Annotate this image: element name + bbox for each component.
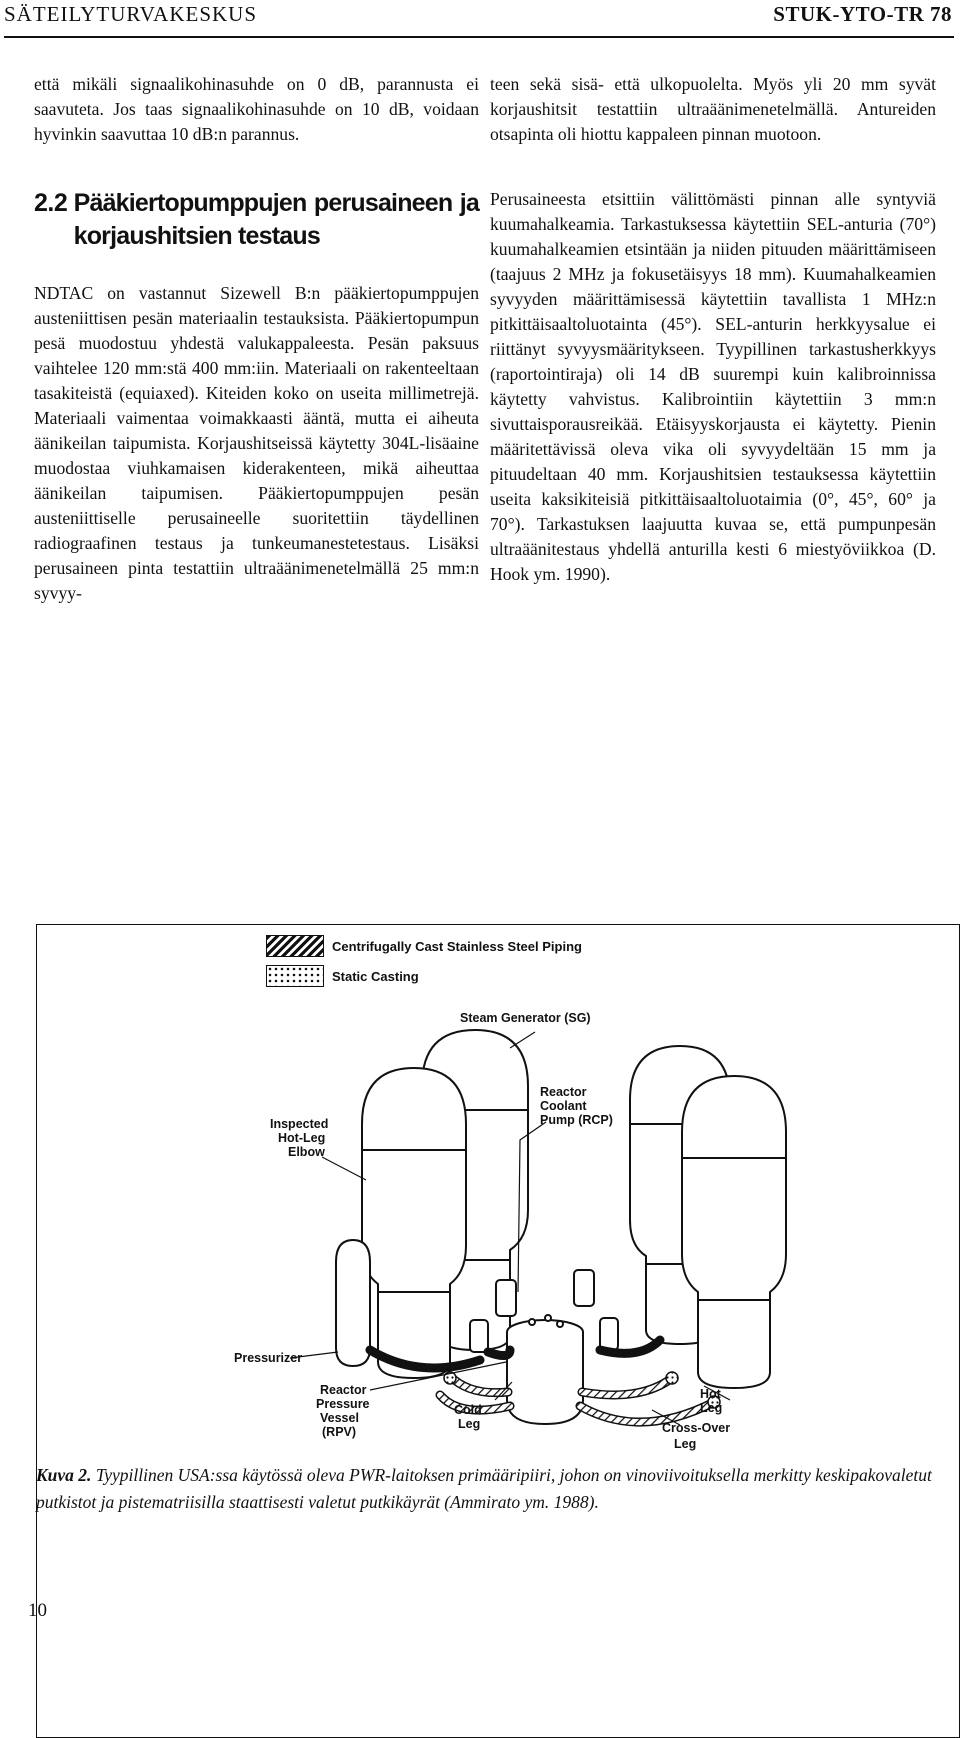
figure-caption [36, 1462, 956, 1516]
label-elbow: Inspected [270, 1117, 329, 1131]
caption-label: Kuva 2. [36, 1465, 92, 1485]
label-cold-leg: Leg [458, 1417, 481, 1431]
figure-legend [266, 931, 582, 991]
legend-item-piping [266, 931, 582, 961]
section-heading [34, 187, 479, 253]
hatch-swatch [266, 935, 324, 957]
pwr-primary-circuit-diagram [40, 1000, 920, 1455]
reactor-vessel [507, 1315, 583, 1424]
page-number: 10 [28, 1600, 47, 1621]
steam-generator-front-left [362, 1068, 466, 1378]
label-crossover-leg: Cross-Over [662, 1421, 731, 1435]
legend-item-casting [266, 961, 582, 991]
header-publisher: SÄTEILYTURVAKESKUS [4, 2, 258, 26]
left-column [34, 72, 479, 646]
body-paragraph: NDTAC on vastannut Sizewell B:n pääkiertopumppujen austeniittisen pesän materiaalin testauksista. Pääkiertopumpun pesä muodostuu yhdestä valukappaleesta. Pesän paksuus vaihtelee 120 mm:stä 400 mm:iin. Materiaali on rakenteeltaan tasakiteistä (equiaxed). Kiteiden koko on useita millimetrejä. Materiaali vaimentaa voimakkaasti ääntä, mutta ei aiheuta äänikeilan taipumista. Korjaushitseissä käytetty 304L-lisäaine muodostaa viuhkamaisen kiderakenteen, mikä aiheuttaa äänikeilan taipumisen. Pääkiertopumppujen pesän austeniittiselle perusaineelle suoritettiin täydellinen radiograafinen testaus ja tunkeumanestetestaus. Lisäksi perusaineen pinta testattiin ultraäänimenetelmällä 25 mm:n syvyy- [34, 283, 479, 603]
legend-label: Static Casting [332, 968, 419, 984]
body-paragraph: Perusaineesta etsittiin välittömästi pinnan alle syntyviä kuumahalkeamia. Tarkastuksessa käytettiin SEL-anturia (70°) kuumahalkeamien etsintään ja niiden pituuden määrittämiseen (taajuus 2 MHz ja fokusetäisyys 18 mm). Kuumahalkeamien syvyyden määrittämisessä käytettiin tavallista 1 MHz:n pitkittäisaaltoluotainta (45°). SEL-anturin herkkyysalue ei riittänyt syvyysmääritykseen. Tyypillinen tarkastusherkkyys (raportointiraja) oli 14 dB suurempi kuin kalibroinnissa käytetty vahvistus. Kalibrointiin käytettiin 3 mm:n sivuttaisporausreikää. Etäisyyskorjausta ei käytetty. Pienin määritettävissä oleva vika oli syvyydeltään 15 mm ja pituudeltaan 40 mm. Korjaushitsien testauksessa käytettiin useita kaksikiteisiä pitkittäisaaltoluotaimia (0°, 45°, 60° ja 70°). Tarkastuksen laajuutta kuvaa se, että pumpunpesän ultraäänitestaus yhdellä anturilla kesti 6 miestyöviikkoa (D. Hook ym. 1990). [490, 189, 936, 584]
pressurizer-vessel [336, 1240, 370, 1366]
label-crossover-leg: Leg [674, 1437, 697, 1451]
legend-label: Centrifugally Cast Stainless Steel Piping [332, 938, 582, 954]
header-report-number: STUK-YTO-TR 78 [773, 2, 952, 26]
label-elbow: Hot-Leg [278, 1131, 326, 1145]
header-rule [4, 36, 954, 38]
right-column [490, 72, 936, 627]
dot-swatch [266, 965, 324, 987]
label-rpv: Pressure [316, 1397, 370, 1411]
continuation-paragraph: teen sekä sisä- että ulkopuolelta. Myös yli 20 mm syvät korjaushitsit testattiin ultraäänimenetelmällä. Antureiden otsapinta oli hiottu kappaleen pinnan muotoon. [490, 74, 936, 144]
label-rcp: Pump (RCP) [540, 1113, 613, 1127]
steam-generator-front-right [682, 1076, 786, 1388]
label-hot-leg: Leg [700, 1401, 723, 1415]
section-title: Pääkiertopumppujen perusaineen ja korjaushitsien testaus [73, 189, 479, 250]
label-pressurizer: Pressurizer [234, 1351, 303, 1365]
label-rcp: Reactor [540, 1085, 587, 1099]
label-cold-leg: Cold [454, 1403, 482, 1417]
label-rpv: (RPV) [322, 1425, 357, 1439]
label-steam-generator: Steam Generator (SG) [460, 1011, 591, 1025]
label-rcp: Coolant [540, 1099, 587, 1113]
label-elbow: Elbow [288, 1145, 325, 1159]
label-rpv: Vessel [320, 1411, 359, 1425]
label-hot-leg: Hot [700, 1387, 721, 1401]
label-rpv: Reactor [320, 1383, 367, 1397]
running-header [0, 0, 960, 40]
intro-paragraph: että mikäli signaalikohinasuhde on 0 dB, parannusta ei saavuteta. Jos taas signaalikohinasuhde on 10 dB, voidaan hyvinkin saavuttaa 10 dB:n parannus. [34, 74, 479, 144]
caption-text: Tyypillinen USA:ssa käytössä oleva PWR-laitoksen primääripiiri, johon on vinoviivoituksella merkitty keskipakovaletut putkistot ja pistematriisilla staattisesti valetut putkikäyrät (Ammirato ym. 1988). [36, 1465, 932, 1512]
section-number: 2.2 [34, 189, 68, 217]
